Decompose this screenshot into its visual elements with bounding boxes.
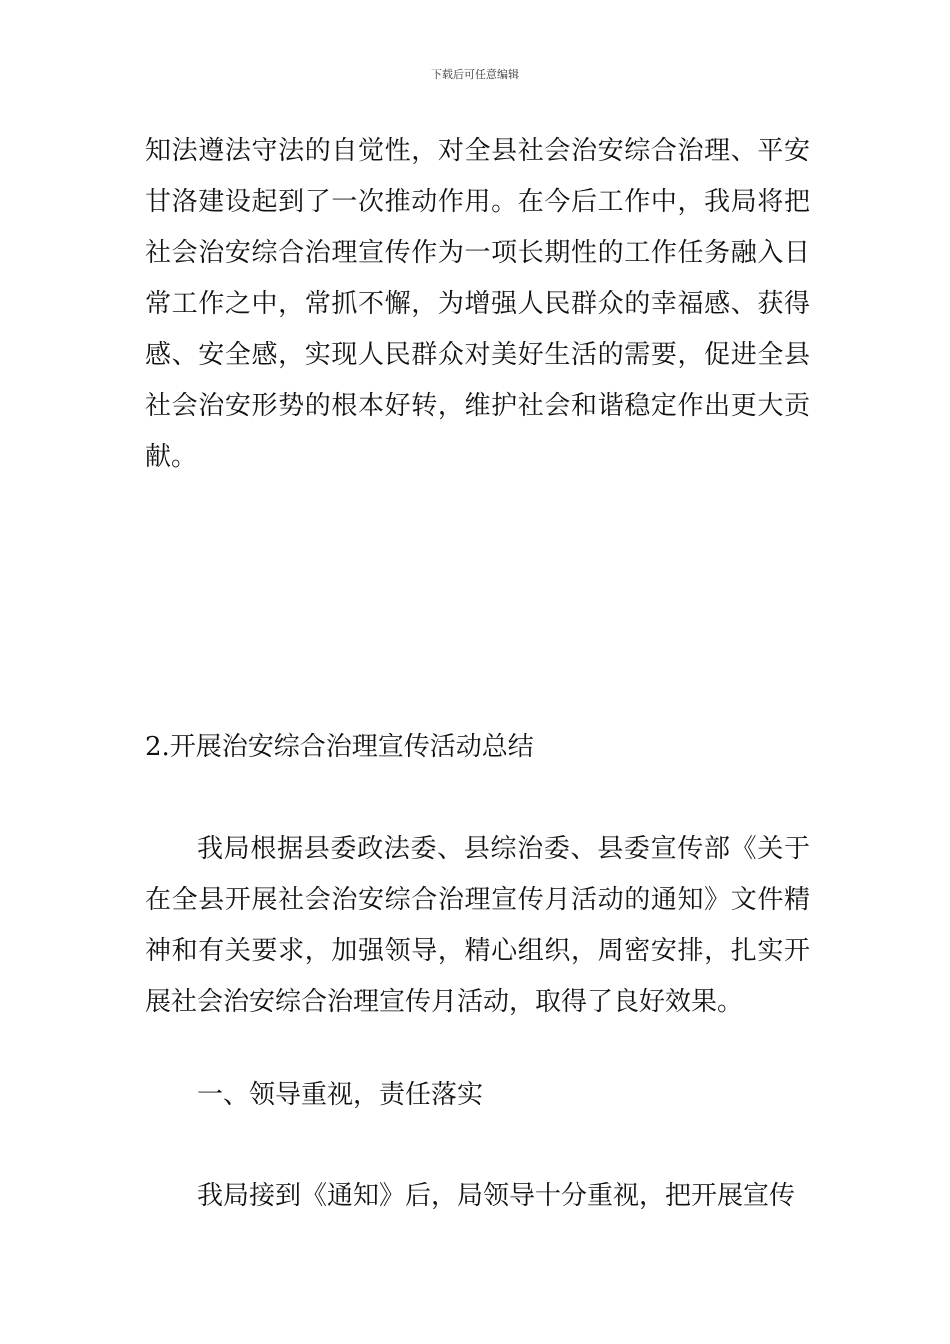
body-paragraph: 我局接到《通知》后，局领导十分重视，把开展宣传 (197, 1181, 796, 1211)
paragraph-continuation: 知法遵法守法的自觉性，对全县社会治安综合治理、平安甘洛建设起到了一次推动作用。在今后工作中，我局将把社会治安综合治理宣传作为一项长期性的工作任务融入日常工作之中，常抓不懈，为增强人民群众的幸福感、获得感、安全感，实现人民群众对美好生活的需要，促进全县社会治安形势的根本好转，维护社会和谐稳定作出更大贡献。 (145, 136, 810, 472)
intro-paragraph: 我局根据县委政法委、县综治委、县委宣传部《关于在全县开展社会治安综合治理宣传月活动的通知》文件精神和有关要求，加强领导，精心组织，周密安排，扎实开展社会治安综合治理宣传月活动，取得了良好效果。 (145, 834, 810, 1017)
subheading-leadership: 一、领导重视，责任落实 (197, 1080, 484, 1110)
header-note: 下载后可任意编辑 (431, 68, 519, 81)
section-heading: 2.开展治安综合治理宣传活动总结 (145, 732, 534, 762)
